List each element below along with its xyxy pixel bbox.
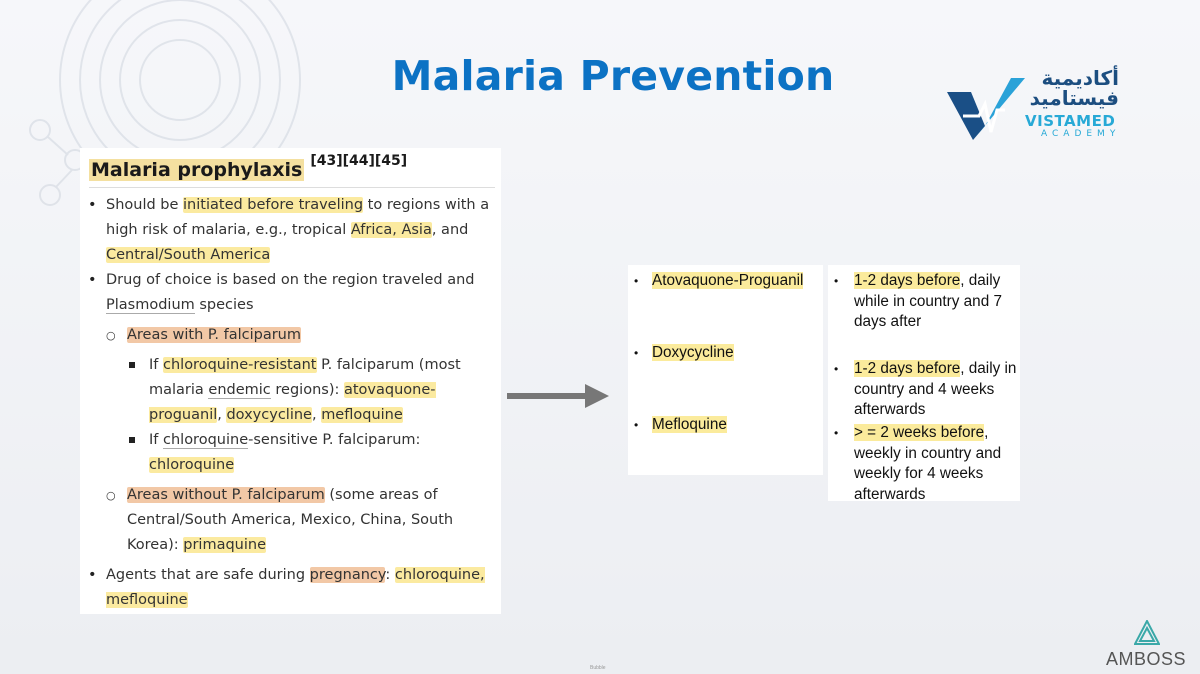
dosing-text: , daily in country and 4 weeks afterwards (854, 360, 1017, 418)
slide-title: Malaria Prevention (391, 52, 835, 100)
logo-arabic-line1: أكاديمية (1041, 66, 1119, 90)
list-item: • Should be initiated before traveling to regions with a high risk of malaria, e.g., tropical Africa, Asia, and Central/South America (86, 193, 495, 268)
dosing-text: , daily while in country and 7 days after (854, 272, 1002, 330)
sub-sub-list-item: If chloroquine-resistant P. falciparum (most malaria endemic regions): atovaquone-proguanil, doxycycline, mefloquine (86, 353, 495, 428)
drug-list (628, 265, 823, 475)
glossary-link[interactable]: endemic (208, 382, 271, 398)
logo-subtitle: ACADEMY (1041, 129, 1121, 139)
list-item: • > = 2 weeks before, weekly in country and weekly for 4 weeks afterwards (834, 424, 1002, 503)
list-item: • Atovaquone-Proguanil (634, 272, 804, 289)
highlight: atovaquone-proguanil (149, 382, 436, 423)
highlight: Areas without P. falciparum (127, 487, 325, 503)
list-item: • Agents that are safe during pregnancy: chloroquine, mefloquine (86, 563, 495, 613)
panel-heading-text: Malaria prophylaxis (91, 159, 303, 181)
highlight: chloroquine-resistant (163, 357, 317, 373)
vistamed-logo (945, 66, 1125, 146)
list-item: • Doxycycline (634, 344, 734, 361)
list-item: • 1-2 days before, daily in country and 4 weeks afterwards (834, 360, 1017, 418)
timing-highlight: 1-2 days before (854, 272, 961, 289)
list-item: • Mefloquine (634, 416, 727, 433)
dosing-list (828, 265, 1020, 501)
drug-name: Doxycycline (652, 344, 734, 361)
amboss-logo (1098, 618, 1198, 674)
amboss-triangle-icon (1134, 620, 1160, 646)
timing-highlight: > = 2 weeks before (854, 424, 985, 441)
dosing-text: , weekly in country and weekly for 4 weeks afterwards (854, 424, 1002, 503)
highlight: doxycycline (226, 407, 312, 423)
list-item: • 1-2 days before, daily while in country and 7 days after (834, 272, 1002, 330)
highlight: chloroquine (149, 457, 235, 473)
highlight: Areas with P. falciparum (127, 327, 301, 343)
highlight: chloroquine, mefloquine (106, 567, 485, 608)
highlight: Africa, Asia (350, 222, 432, 238)
list-item: • Drug of choice is based on the region traveled and Plasmodium species (86, 268, 495, 318)
footnote: Bubble (590, 665, 606, 671)
logo-name: VISTAMED (1025, 112, 1116, 130)
glossary-link[interactable]: Plasmodium (106, 297, 195, 313)
prophylaxis-panel (80, 148, 501, 614)
highlight: mefloquine (321, 407, 403, 423)
highlight: pregnancy (309, 567, 386, 583)
drug-name: Mefloquine (652, 416, 727, 433)
highlight: initiated before traveling (183, 197, 364, 213)
amboss-brand: AMBOSS (1106, 649, 1187, 669)
vistamed-v-icon (945, 74, 1025, 144)
timing-highlight: 1-2 days before (854, 360, 961, 377)
sub-list-item: ○ Areas without P. falciparum (some areas of Central/South America, Mexico, China, South Korea): primaquine (86, 483, 495, 558)
panel-heading (89, 151, 495, 188)
prophylaxis-list (86, 193, 495, 613)
highlight: Central/South America (106, 247, 271, 263)
drug-name: Atovaquone-Proguanil (652, 272, 804, 289)
sub-list-item (86, 323, 495, 348)
sub-sub-list-item: If chloroquine-sensitive P. falciparum: chloroquine (86, 428, 495, 478)
logo-arabic-line2: فيستاميد (1029, 86, 1119, 110)
right-arrow-icon (505, 382, 611, 410)
reference-links[interactable]: [43][44][45] (310, 153, 408, 169)
glossary-link[interactable]: chloroquine (163, 432, 249, 448)
highlight: primaquine (183, 537, 267, 553)
